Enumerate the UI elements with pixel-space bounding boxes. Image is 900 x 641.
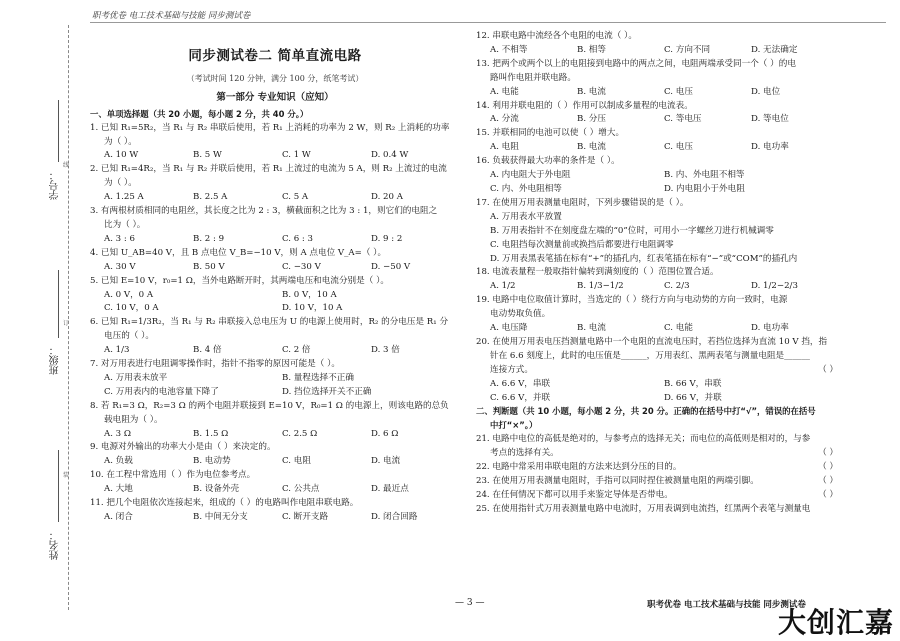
question-text: 4. 已知 U_AB=40 V，且 B 点电位 V_B=−10 V，则 A 点电位 V_A=（ ）。 bbox=[90, 247, 387, 258]
name-line bbox=[58, 450, 59, 522]
question-text: 二、判断题（共 10 小题，每小题 2 分，共 20 分。正确的在括号中打“√”，错误的在括号 bbox=[476, 406, 816, 417]
option-text: D. 9 : 2 bbox=[371, 233, 403, 244]
option-text: A. 10 W bbox=[104, 150, 139, 161]
question-text: C. 电阻挡每次测量前或换挡后都要进行电阻调零 bbox=[490, 239, 674, 250]
student-id-label: 学号： bbox=[50, 170, 61, 200]
option-text: B. 0 V，10 A bbox=[282, 289, 337, 300]
option-text: B. 1.5 Ω bbox=[193, 428, 229, 439]
question-text: 7. 对万用表进行电阻调零操作时，指针不指零的原因可能是（ ）。 bbox=[90, 359, 340, 370]
question-text: B. 万用表指针不在刻度盘左端的“0”位时，可用小一字螺丝刀进行机械调零 bbox=[490, 225, 774, 236]
question-line bbox=[90, 469, 460, 483]
question-line bbox=[476, 225, 838, 239]
question-text: 19. 电路中电位取值计算时，当选定的（ ）绕行方向与电动势的方向一致时，电源 bbox=[476, 295, 788, 306]
option-text: A. 1/3 bbox=[104, 345, 130, 356]
binding-margin bbox=[0, 0, 76, 635]
option-text: A. 电阻 bbox=[490, 142, 519, 153]
question-text: 连接方式。 bbox=[490, 364, 533, 375]
option-row bbox=[90, 233, 460, 247]
binding-mark: 线 bbox=[63, 162, 70, 169]
part-heading: 第一部分 专业知识（应知） bbox=[216, 91, 334, 103]
option-text: D. 无法确定 bbox=[751, 44, 798, 55]
option-text: A. 万用表未放平 bbox=[104, 372, 168, 383]
question-line bbox=[476, 433, 838, 447]
question-text: 16. 负载获得最大功率的条件是（ ）。 bbox=[476, 156, 620, 167]
option-text: B. 分压 bbox=[577, 114, 606, 125]
question-text: 载电阻为（ ）。 bbox=[104, 414, 163, 425]
question-text: 电动势取负值。 bbox=[490, 309, 551, 320]
option-text: B. 中间无分支 bbox=[193, 512, 248, 522]
header-rule bbox=[90, 22, 886, 23]
option-text: C. 万用表内的电池容量下降了 bbox=[104, 386, 219, 397]
option-row bbox=[476, 378, 838, 392]
option-row bbox=[476, 392, 838, 406]
question-line bbox=[476, 58, 838, 72]
option-text: D. 0.4 W bbox=[371, 150, 409, 161]
option-text: C. 电阻 bbox=[282, 456, 311, 467]
name-label: 姓名： bbox=[50, 530, 61, 560]
option-text: D. 电位 bbox=[751, 86, 781, 97]
question-line bbox=[476, 30, 838, 44]
option-text: A. 分流 bbox=[490, 114, 519, 125]
option-text: A. 6.6 V，串联 bbox=[490, 378, 551, 389]
question-line bbox=[476, 253, 838, 267]
option-row bbox=[90, 372, 460, 386]
option-text: B. 电流 bbox=[577, 86, 606, 97]
question-text: 考点的选择有关。 bbox=[490, 448, 559, 459]
question-line bbox=[476, 447, 838, 461]
question-text: 9. 电源对外输出的功率大小是由（ ）来决定的。 bbox=[90, 442, 276, 453]
question-line bbox=[476, 266, 838, 280]
question-list bbox=[90, 122, 460, 525]
question-text: 14. 利用并联电阻的（ ）作用可以制成多量程的电流表。 bbox=[476, 100, 693, 111]
option-text: A. 闭合 bbox=[104, 512, 133, 522]
question-text: 3. 有两根材质相同的电阻丝，其长度之比为 2 : 3，横截面积之比为 3 : 1，则它们的电阻之 bbox=[90, 206, 438, 217]
option-text: B. 量程选择不正确 bbox=[282, 372, 354, 383]
section-heading bbox=[476, 419, 838, 433]
question-line bbox=[90, 275, 460, 289]
question-text: 21. 电路中电位的高低是绝对的，与参考点的选择无关；而电位的高低则是相对的，与参 bbox=[476, 434, 811, 445]
question-line bbox=[476, 308, 838, 322]
option-text: C. 公共点 bbox=[282, 484, 320, 495]
option-text: D. 内电阻小于外电阻 bbox=[664, 183, 745, 194]
option-row bbox=[476, 113, 838, 127]
option-text: B. 内、外电阻不相等 bbox=[664, 170, 745, 181]
question-text: 电压的（ ）。 bbox=[104, 331, 154, 342]
option-text: C. 10 V，0 A bbox=[104, 303, 159, 314]
question-text: 17. 在使用万用表测量电阻时，下列步骤错误的是（ ）。 bbox=[476, 197, 689, 208]
question-line bbox=[476, 461, 838, 475]
question-text: 5. 已知 E=10 V，r₀=1 Ω，当外电路断开时，其两端电压和电流分别是（ ）。 bbox=[90, 275, 389, 286]
question-text: 针在 6.6 刻度上，此时的电压值是______，万用表红、黑两表笔与测量电阻是______ bbox=[490, 350, 810, 361]
question-line bbox=[90, 358, 460, 372]
option-text: C. 方向不同 bbox=[664, 44, 711, 55]
question-text: 8. 若 R₁=3 Ω，R₂=3 Ω 的两个电阻并联接到 E=10 V，R₀=1 Ω 的电源上，则该电路的总负 bbox=[90, 400, 449, 411]
option-text: D. 66 V，并联 bbox=[664, 392, 722, 403]
option-row bbox=[90, 386, 460, 400]
question-line bbox=[90, 219, 460, 233]
option-text: A. 大地 bbox=[104, 484, 133, 495]
question-line bbox=[476, 294, 838, 308]
question-line bbox=[90, 247, 460, 261]
question-list bbox=[476, 30, 838, 517]
question-text: 24. 在任何情况下都可以用手来鉴定导体是否带电。 bbox=[476, 489, 673, 500]
option-text: B. 2 : 9 bbox=[193, 233, 225, 244]
option-text: C. 2/3 bbox=[664, 281, 690, 292]
page-title: 同步测试卷二 简单直流电路 bbox=[188, 48, 362, 64]
option-row bbox=[90, 428, 460, 442]
option-text: C. 6.6 V，并联 bbox=[490, 392, 551, 403]
option-text: A. 3 : 6 bbox=[104, 233, 135, 244]
option-row bbox=[476, 322, 838, 336]
option-text: C. −30 V bbox=[282, 261, 321, 272]
option-text: B. 1/3−1/2 bbox=[577, 281, 624, 292]
question-line bbox=[476, 475, 838, 489]
question-text: 15. 并联相同的电池可以使（ ）增大。 bbox=[476, 128, 625, 139]
option-row bbox=[476, 183, 838, 197]
left-column bbox=[90, 30, 460, 525]
section-heading bbox=[476, 405, 838, 419]
question-text: D. 万用表黑表笔插在标有“+”的插孔内，红表笔插在标有“−”或“COM”的插孔内 bbox=[490, 253, 798, 264]
exam-note: （考试时间 120 分钟，满分 100 分，纸笔考试） bbox=[186, 73, 364, 83]
question-line bbox=[476, 239, 838, 253]
question-text: 中打“×”。） bbox=[490, 420, 538, 431]
question-line bbox=[90, 330, 460, 344]
option-text: A. 30 V bbox=[104, 261, 136, 272]
question-text: 10. 在工程中常选用（ ）作为电位参考点。 bbox=[90, 470, 256, 481]
question-line bbox=[90, 163, 460, 177]
option-row bbox=[476, 141, 838, 155]
option-row bbox=[90, 289, 460, 303]
question-line bbox=[476, 489, 838, 503]
option-text: B. 相等 bbox=[577, 44, 606, 55]
option-text: B. 5 W bbox=[193, 150, 222, 161]
watermark-logo: 大创汇嘉 bbox=[777, 606, 894, 639]
option-row bbox=[476, 44, 838, 58]
option-text: C. 6 : 3 bbox=[282, 233, 314, 244]
option-text: A. 电能 bbox=[490, 86, 519, 97]
option-row bbox=[90, 511, 460, 525]
question-text: 12. 串联电路中流经各个电阻的电流（ ）。 bbox=[476, 31, 637, 41]
option-row bbox=[476, 169, 838, 183]
option-row bbox=[90, 344, 460, 358]
question-line bbox=[476, 336, 838, 350]
question-text: 1. 已知 R₁=5R₂，当 R₁ 与 R₂ 串联后使用，若 R₁ 上消耗的功率为 2 W，则 R₂ 上消耗的功率 bbox=[90, 122, 450, 133]
section-heading: 一、单项选择题（共 20 小题，每小题 2 分，共 40 分。） bbox=[90, 108, 309, 119]
option-row bbox=[90, 191, 460, 205]
option-text: C. 内、外电阻相等 bbox=[490, 183, 562, 194]
option-text: C. 等电压 bbox=[664, 114, 702, 125]
question-text: 2. 已知 R₁=4R₂，当 R₁ 与 R₂ 并联后使用，若 R₁ 上流过的电流为 5 A，则 R₂ 上流过的电流 bbox=[90, 164, 447, 175]
answer-paren: （ ） bbox=[818, 448, 838, 459]
option-text: B. 66 V，串联 bbox=[664, 378, 722, 389]
question-line bbox=[90, 122, 460, 136]
page-number: — 3 — bbox=[455, 598, 485, 608]
question-line bbox=[476, 211, 838, 225]
option-text: A. 0 V，0 A bbox=[104, 289, 154, 300]
option-row bbox=[476, 280, 838, 294]
question-text: 23. 在使用万用表测量电阻时，手指可以同时捏住被测量电阻的两端引脚。 bbox=[476, 476, 759, 486]
question-line bbox=[476, 127, 838, 141]
question-text: 为（ ）。 bbox=[104, 136, 137, 147]
option-text: C. 1 W bbox=[282, 150, 311, 161]
question-text: 6. 已知 R₁=1/3R₂，当 R₁ 与 R₂ 串联接入总电压为 U 的电源上使用时，R₂ 的分电压是 R₁ 分 bbox=[90, 317, 449, 328]
question-line bbox=[476, 155, 838, 169]
option-text: D. 1/2−2/3 bbox=[751, 281, 798, 292]
option-text: D. 3 倍 bbox=[371, 345, 400, 356]
option-text: C. 2.5 Ω bbox=[282, 428, 318, 439]
binding-mark: 装 bbox=[63, 472, 70, 479]
option-row bbox=[90, 483, 460, 497]
option-text: B. 电流 bbox=[577, 142, 606, 153]
question-line bbox=[90, 136, 460, 150]
option-text: A. 3 Ω bbox=[104, 428, 131, 439]
question-text: 25. 在使用指针式万用表测量电路中电流时，万用表调到电流挡，红黑两个表笔与测量电 bbox=[476, 503, 811, 514]
question-line bbox=[90, 441, 460, 455]
option-text: D. 最近点 bbox=[371, 484, 409, 495]
option-text: D. 6 Ω bbox=[371, 428, 399, 439]
footer-title: 职考优卷 电工技术基础与技能 同步测试卷 bbox=[647, 600, 806, 610]
page-header: 职考优卷 电工技术基础与技能 同步测试卷 bbox=[92, 11, 251, 21]
question-line bbox=[476, 364, 838, 378]
student-id-line bbox=[58, 100, 59, 162]
question-text: 路叫作电阻并联电路。 bbox=[490, 72, 576, 83]
option-row bbox=[476, 86, 838, 100]
option-text: D. 电流 bbox=[371, 456, 401, 467]
question-line bbox=[90, 497, 460, 511]
option-text: A. 1/2 bbox=[490, 281, 516, 292]
question-line bbox=[476, 350, 838, 364]
option-row bbox=[90, 261, 460, 275]
answer-paren: （ ） bbox=[818, 364, 838, 375]
option-text: B. 电动势 bbox=[193, 456, 231, 467]
option-text: D. 10 V，10 A bbox=[282, 303, 343, 314]
option-text: D. 电功率 bbox=[751, 142, 789, 153]
question-line bbox=[476, 100, 838, 114]
question-line bbox=[476, 72, 838, 86]
question-text: 18. 电流表量程一般取指针偏转到满刻度的（ ）范围位置合适。 bbox=[476, 267, 719, 278]
answer-paren: （ ） bbox=[818, 489, 838, 500]
option-text: D. −50 V bbox=[371, 261, 411, 272]
option-text: A. 不相等 bbox=[490, 44, 528, 55]
option-row bbox=[90, 149, 460, 163]
right-column bbox=[476, 30, 838, 517]
question-line bbox=[90, 205, 460, 219]
option-text: B. 电流 bbox=[577, 323, 606, 334]
question-line bbox=[90, 414, 460, 428]
question-line bbox=[90, 177, 460, 191]
question-line bbox=[90, 316, 460, 330]
class-line bbox=[58, 270, 59, 338]
option-row bbox=[90, 455, 460, 469]
option-text: A. 电压降 bbox=[490, 323, 528, 334]
question-text: 22. 电路中常采用串联电阻的方法来达到分压的目的。 bbox=[476, 462, 682, 473]
question-text: 11. 把几个电阻依次连接起来，组成的（ ）的电路叫作电阻串联电路。 bbox=[90, 498, 359, 509]
binding-mark: 订 bbox=[63, 320, 70, 327]
option-text: A. 1.25 A bbox=[104, 192, 144, 203]
option-text: D. 闭合回路 bbox=[371, 512, 418, 522]
question-text: 13. 把两个或两个以上的电阻接到电路中的两点之间，电阻两端承受同一个（ ）的电 bbox=[476, 58, 796, 69]
answer-paren: （ ） bbox=[818, 462, 838, 473]
option-text: D. 等电位 bbox=[751, 114, 789, 125]
option-text: B. 设备外壳 bbox=[193, 484, 240, 495]
option-text: C. 5 A bbox=[282, 192, 309, 203]
class-label: 班级： bbox=[50, 345, 61, 375]
option-text: C. 电压 bbox=[664, 142, 693, 153]
option-text: C. 电能 bbox=[664, 323, 693, 334]
question-line bbox=[476, 503, 838, 517]
option-text: B. 2.5 A bbox=[193, 192, 228, 203]
option-text: C. 电压 bbox=[664, 86, 693, 97]
question-text: 为（ ）。 bbox=[104, 178, 137, 189]
question-text: A. 万用表水平放置 bbox=[490, 211, 562, 222]
question-text: 比为（ ）。 bbox=[104, 219, 146, 230]
question-line bbox=[90, 400, 460, 414]
option-text: D. 电功率 bbox=[751, 323, 789, 334]
option-text: A. 内电阻大于外电阻 bbox=[490, 170, 571, 181]
option-text: C. 2 倍 bbox=[282, 345, 311, 356]
option-text: B. 50 V bbox=[193, 261, 225, 272]
question-text: 20. 在使用万用表电压挡测量电路中一个电阻的直流电压时，若挡位选择为直流 10 V 挡，指 bbox=[476, 336, 828, 347]
option-text: A. 负载 bbox=[104, 456, 133, 467]
option-row bbox=[90, 302, 460, 316]
option-text: B. 4 倍 bbox=[193, 345, 222, 356]
question-line bbox=[476, 197, 838, 211]
answer-paren: （ ） bbox=[818, 476, 838, 486]
option-text: D. 挡位选择开关不正确 bbox=[282, 386, 372, 397]
option-text: C. 断开支路 bbox=[282, 512, 329, 522]
option-text: D. 20 A bbox=[371, 192, 403, 203]
